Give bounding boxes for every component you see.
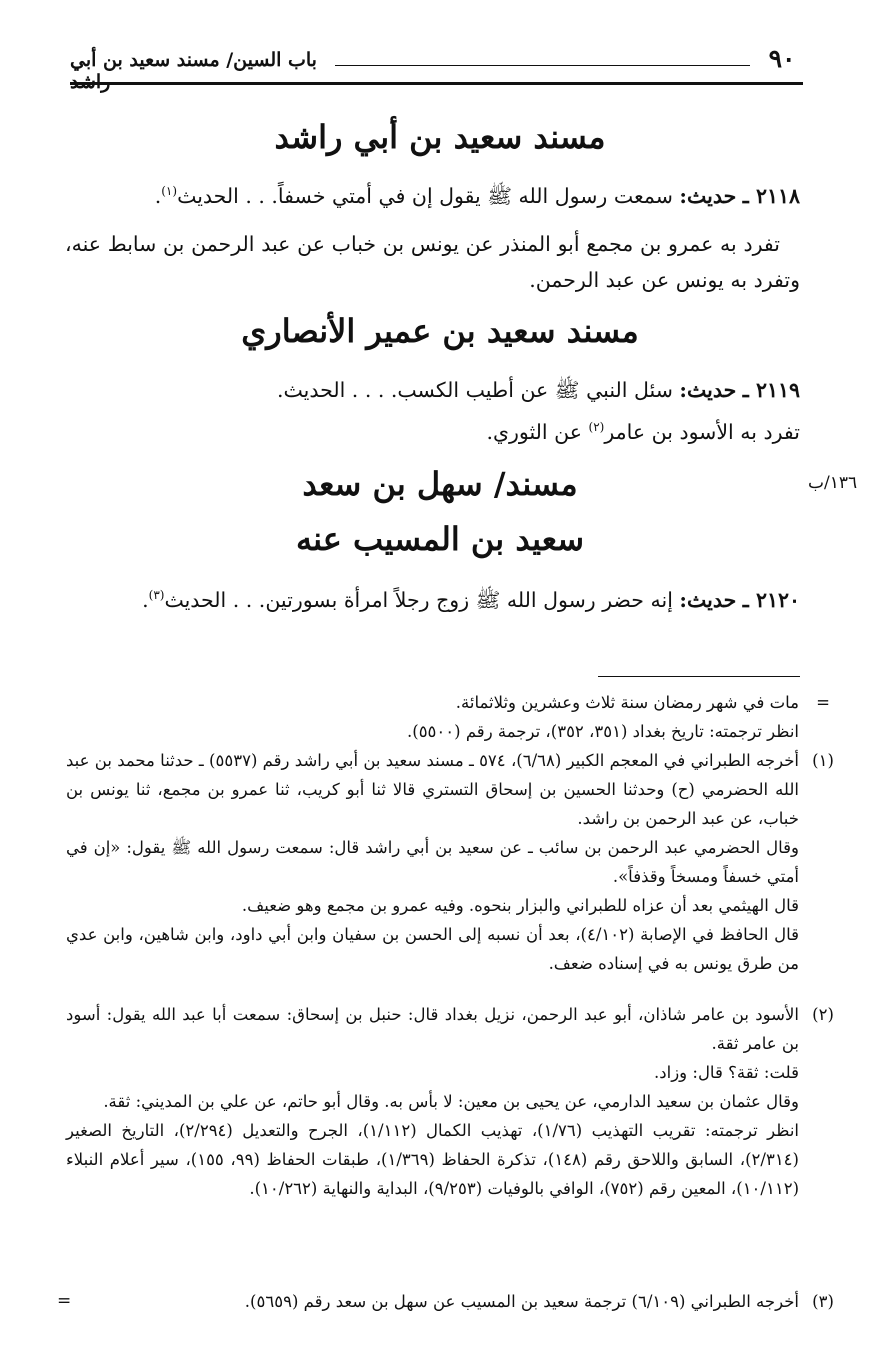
footnote-line: مات في شهر رمضان سنة ثلاث وعشرين وثلاثمائة. (455, 693, 799, 712)
header-leader-line (335, 65, 750, 66)
section-subtitle-said-ibn-musayyib: سعيد بن المسيب عنه (295, 520, 585, 558)
hadith-keyword: حديث: (679, 588, 737, 612)
footnote-ref: (٣) (148, 588, 165, 603)
note-text: عن الثوري. (486, 420, 582, 444)
hadith-number: ٢١١٩ ـ (742, 378, 800, 402)
footnote-1 (66, 746, 834, 978)
footnote-2 (66, 1000, 834, 1203)
footnote-paragraph: الأسود بن عامر شاذان، أبو عبد الرحمن، نزيل بغداد قال: حنبل بن إسحاق: سمعت أبا عبد الله يقول: أسود بن عامر ثقة. (66, 1005, 799, 1053)
hadith-2120 (65, 582, 800, 618)
manuscript-folio-note: ١٣٦/ب (808, 473, 858, 493)
footnote-mark: (٢) (812, 1005, 834, 1024)
footnote-mark: (١) (812, 751, 834, 770)
hadith-2119 (65, 372, 800, 408)
footnote-paragraph: قال الهيثمي بعد أن عزاه للطبراني والبزار بنحوه. وفيه عمرو بن مجمع وهو ضعيف. (241, 896, 799, 915)
footnote-ref: (٢) (588, 420, 605, 435)
page-number: ٩٠ (768, 44, 796, 73)
hadith-text: سئل النبي ﷺ عن أطيب الكسب. . . . الحديث. (276, 378, 673, 402)
hadith-2118 (65, 178, 800, 214)
hadith-text: إنه حضر رسول الله ﷺ زوج رجلاً امرأة بسورتين. . . الحديث (164, 588, 673, 612)
running-title: باب السين/ مسند سعيد بن أبي راشد (70, 49, 317, 93)
footnote-paragraph: أخرجه الطبراني (٦/١٠٩) ترجمة سعيد بن المسيب عن سهل بن سعد رقم (٥٦٥٩). (244, 1292, 799, 1311)
header-rule (70, 82, 803, 85)
note-text: تفرد به الأسود بن عامر (604, 420, 800, 444)
footnote-mark: = (816, 693, 830, 712)
footnote-paragraph: أخرجه الطبراني في المعجم الكبير (٦/٦٨)، ٥٧٤ ـ مسند سعيد بن أبي راشد رقم (٥٥٣٧) ـ حدثنا محمد بن عبد الله الحضرمي (ح) وحدثنا الحسين بن إسحاق التستري قالا ثنا أبو كريب، ثنا عمرو بن مجمع، ثنا يونس بن خباب، عن عبد الرحمن بن راشد. (66, 751, 799, 828)
footnote-mark: (٣) (812, 1292, 834, 1311)
footnote-paragraph: قال الحافظ في الإصابة (٤/١٠٢)، بعد أن نسبه إلى الحسن بن سفيان وابن أبي داود، وابن شاهين، وابن عدي من طرق يونس به في إسناده ضعف. (66, 925, 799, 973)
section-title-sahl-ibn-saad: مسند/ سهل بن سعد (302, 465, 578, 503)
footnote-line: انظر ترجمته: تاريخ بغداد (٣٥١، ٣٥٢)، ترجمة رقم (٥٥٠٠). (407, 722, 799, 741)
footnote-3 (66, 1287, 834, 1316)
continued-mark: = (57, 1291, 72, 1311)
footnote-ref: (١) (161, 184, 178, 199)
section-title-said-ibn-abi-rashid: مسند سعيد بن أبي راشد (274, 118, 606, 156)
hadith-text: سمعت رسول الله ﷺ يقول إن في أمتي خسفاً. . . الحديث (177, 184, 673, 208)
footnote-paragraph: وقال عثمان بن سعيد الدارمي، عن يحيى بن معين: لا بأس به. وقال أبو حاتم، عن علي بن المديني: ثقة. (103, 1092, 799, 1111)
footnote-paragraph: انظر ترجمته: تقريب التهذيب (١/٧٦)، تهذيب الكمال (١/١١٢)، الجرح والتعديل (٢/٢٩٤)، التاريخ الصغير (٢/٣١٤)، السابق واللاحق رقم (١٤٨)، تذكرة الحفاظ (١/٣٦٩)، طبقات الحفاظ (٩٩، ١٥٥)، سير أعلام النبلاء (١٠/١١٢)، المعين رقم (٧٥٢)، الوافي بالوفيات (٩/٢٥٣)، البداية والنهاية (١٠/٢٦٢). (66, 1121, 799, 1198)
hadith-2119-note (65, 414, 800, 450)
footnote-paragraph: وقال الحضرمي عبد الرحمن بن سائب ـ عن سعيد بن أبي راشد قال: سمعت رسول الله ﷺ يقول: «إن في أمتي خسفاً ومسخاً وقذفاً». (66, 838, 799, 886)
hadith-end: . (154, 184, 162, 208)
footnote-separator (598, 676, 800, 677)
hadith-number: ٢١١٨ ـ (742, 184, 800, 208)
hadith-number: ٢١٢٠ ـ (742, 588, 800, 612)
hadith-2118-note: تفرد به عمرو بن مجمع أبو المنذر عن يونس بن خباب عن عبد الرحمن بن سابط عنه، وتفرد به يونس عن عبد الرحمن. (65, 232, 800, 292)
hadith-keyword: حديث: (679, 378, 737, 402)
section-title-said-ibn-umair: مسند سعيد بن عمير الأنصاري (241, 312, 639, 350)
hadith-keyword: حديث: (679, 184, 737, 208)
footnote-continued (66, 688, 830, 746)
hadith-end: . (142, 588, 149, 612)
footnote-paragraph: قلت: ثقة؟ قال: وزاد. (654, 1063, 799, 1082)
